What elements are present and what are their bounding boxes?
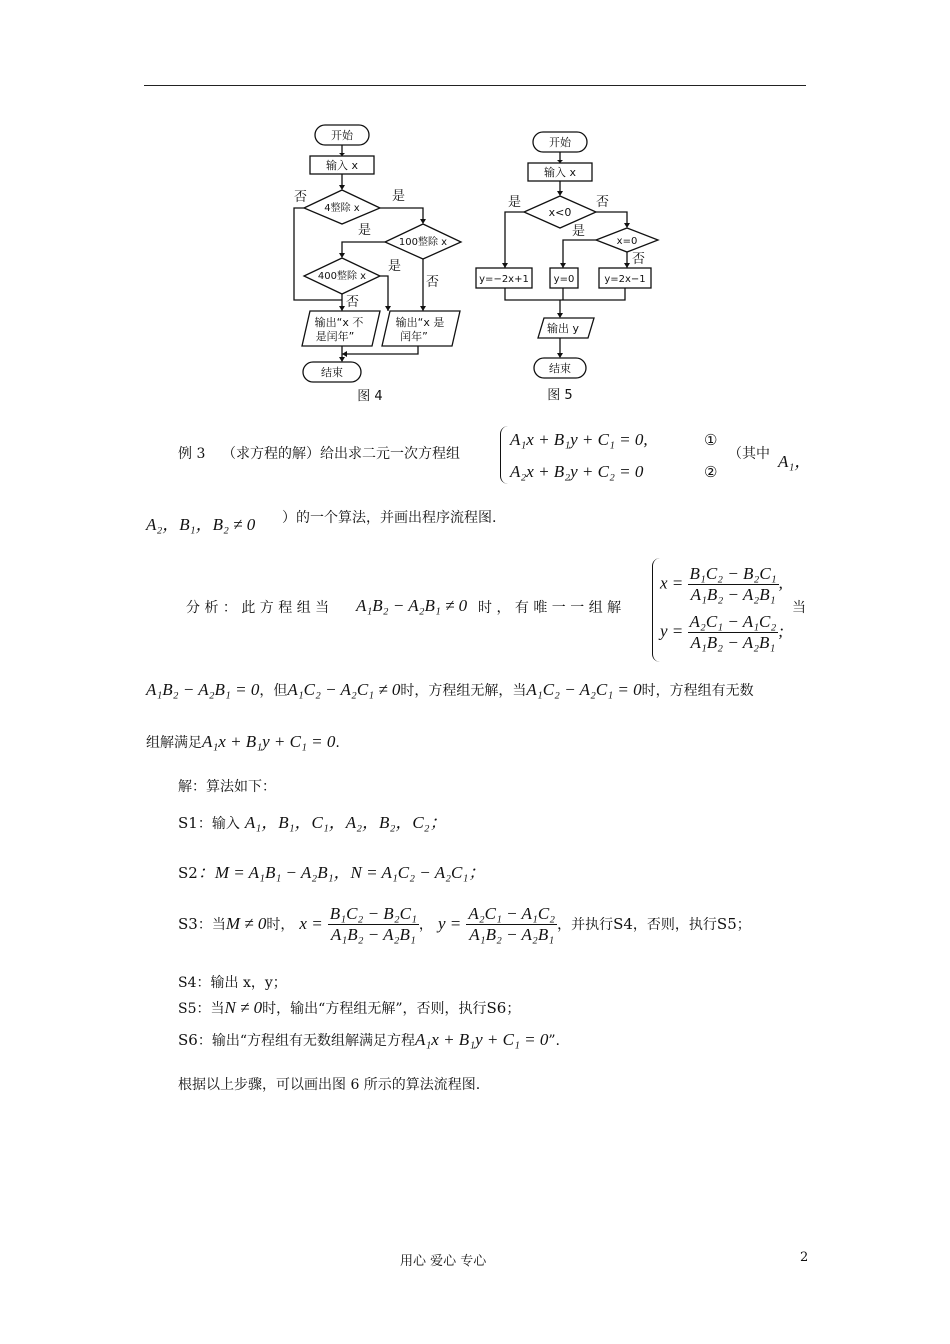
fig5-no-label-2: 否: [632, 252, 646, 267]
step-s6: [178, 1030, 560, 1050]
s3-s4: S4: [613, 915, 633, 933]
s6-eq: A₁x + B₁y + C₁ = 0: [415, 1030, 549, 1049]
solution-x: [660, 564, 783, 605]
s1-text: ：输入: [197, 816, 240, 832]
s5-s6: S6: [486, 999, 507, 1017]
fig5-yes-label-1: 是: [508, 195, 522, 210]
fig5-start-text: 开始: [549, 136, 571, 149]
example-label: 例 3: [178, 446, 206, 462]
analysis-line2: [146, 680, 754, 700]
fig5-yes-label-2: 是: [572, 224, 586, 239]
analysis-line2-f: 时，方程组有无数: [641, 683, 754, 699]
condition-a1: A₁，: [778, 452, 812, 471]
system-brace: [500, 426, 509, 484]
s3-x-den: A₁B₂ − A₂B₁: [330, 925, 416, 944]
fig4-d2-text: 100整除 x: [398, 237, 448, 248]
fig4-out2-line2: 闰年”: [400, 330, 428, 343]
equation-2-mark: ②: [704, 463, 718, 481]
fig4-caption: 图 4: [357, 389, 383, 404]
flowchart-figure-5: [470, 120, 670, 408]
header-rule: [144, 85, 806, 86]
equation-1: A₁x + B₁y + C₁ = 0,: [510, 430, 648, 449]
step-s1: [178, 808, 447, 833]
analysis-prefix: 分 析 ： 此 方 程 组 当: [186, 600, 330, 616]
analysis-condition: A₁B₂ − A₂B₁ ≠ 0: [356, 596, 468, 615]
s3-d: ，并执行: [557, 917, 614, 933]
fig5-output-text: 输出 y: [546, 322, 580, 335]
s1-label: S1: [178, 814, 198, 832]
fig5-no-label-1: 否: [596, 195, 610, 210]
condition-prefix: （其中: [728, 446, 770, 462]
fig4-d1-text: 4整除 x: [324, 203, 360, 214]
solution-y-den: A₁B₂ − A₂B₁: [690, 633, 776, 652]
s3-x: x =: [299, 914, 323, 933]
solution-x-den: A₁B₂ − A₂B₁: [690, 585, 776, 604]
conclusion: 根据以上步骤，可以画出图 6 所示的算法流程图.: [178, 1077, 481, 1093]
s3-a: ：当: [197, 917, 226, 933]
fig4-yes-label-3: 是: [388, 259, 402, 274]
s3-x-num: B₁C₂ − B₂C₁: [329, 904, 417, 923]
fig4-no-label-3: 否: [346, 295, 360, 310]
fig4-d3-text: 400整除 x: [317, 271, 367, 282]
fig4-out2-line1: 输出“x 是: [395, 316, 445, 329]
fig4-input-text: 输入 x: [325, 159, 359, 172]
solution-y-lhs: y =: [660, 621, 684, 641]
s5-b: 时，输出“方程组无解”，否则，执行: [262, 1001, 487, 1017]
equation-2: A₂x + B₂y + C₂ = 0: [510, 462, 644, 481]
s3-f: ；: [736, 917, 751, 933]
fig4-end-text: 结束: [321, 366, 343, 379]
fig5-input-text: 输入 x: [543, 166, 577, 179]
s3-label: S3: [178, 915, 198, 933]
analysis-mid: 时 ， 有 唯 一 一 组 解: [478, 600, 622, 616]
solution-y-tail: ;: [778, 621, 784, 641]
s6-text: ：输出“方程组有无数组解满足方程: [197, 1033, 415, 1049]
fig5-box3-text: y=2x−1: [604, 274, 646, 285]
solution-y: [660, 612, 784, 653]
s6-end: ”.: [548, 1033, 560, 1049]
solution-y-num: A₂C₁ − A₁C₂: [689, 612, 777, 631]
analysis-line3-a: 组解满足: [146, 735, 202, 751]
step-s2: [178, 858, 485, 883]
example-title: （求方程的解）给出求二元一次方程组: [222, 446, 460, 462]
page-number: 2: [800, 1250, 809, 1265]
s3-s5: S5: [716, 915, 737, 933]
analysis-line2-e: A₁C₂ − A₂C₁ = 0: [526, 680, 642, 699]
condition-line2: A₂，B₁，B₂ ≠ 0: [146, 515, 256, 534]
fig4-yes-label-1: 是: [392, 189, 406, 204]
analysis-line3-c: .: [335, 735, 340, 751]
analysis-line2-c: A₁C₂ − A₂C₁ ≠ 0: [287, 680, 401, 699]
solution-heading: 解：算法如下：: [178, 779, 276, 795]
s3-y-num: A₂C₁ − A₁C₂: [468, 904, 556, 923]
fig4-out1-line2: 是闰年”: [315, 330, 355, 343]
s3-e: ，否则，执行: [632, 917, 717, 933]
analysis-line3-b: A₁x + B₁y + C₁ = 0: [202, 732, 336, 751]
analysis-line2-b: ，但: [259, 683, 288, 699]
s3-y: y =: [437, 914, 462, 933]
step-s3: [178, 904, 751, 945]
fig5-box2-text: y=0: [553, 274, 575, 285]
analysis-line3: [146, 732, 340, 752]
s5-a: S5：当: [178, 1001, 225, 1017]
s5-c: ；: [506, 1001, 521, 1017]
fig4-no-label-1: 否: [294, 190, 308, 205]
s2-vars: ：M = A₁B₁ − A₂B₁，N = A₁C₂ − A₂C₁；: [197, 863, 486, 882]
fig5-box1-text: y=−2x+1: [479, 274, 529, 285]
s6-label: S6: [178, 1031, 198, 1049]
solution-x-tail: ,: [778, 573, 783, 593]
s5-cond: N ≠ 0: [224, 998, 263, 1017]
flowchart-figure-4: [280, 118, 480, 408]
analysis-dang: 当: [792, 600, 806, 616]
solution-x-lhs: x =: [660, 573, 684, 593]
s3-c: ，: [418, 917, 433, 933]
s2-label: S2: [178, 864, 198, 882]
solution-x-num: B₁C₂ − B₂C₁: [689, 564, 777, 583]
s3-cond: M ≠ 0: [225, 914, 267, 933]
fig4-no-label-2: 否: [426, 275, 440, 290]
fig5-d2-text: x=0: [616, 236, 638, 247]
fig5-caption: 图 5: [547, 388, 573, 403]
s1-vars: A₁，B₁，C₁，A₂，B₂，C₂；: [244, 813, 447, 832]
step-s4: S4：输出 x，y；: [178, 975, 287, 991]
step-s5: [178, 998, 520, 1018]
fig5-d1-text: x<0: [548, 206, 572, 219]
fig4-start-text: 开始: [331, 129, 353, 142]
condition-suffix: ）的一个算法，并画出程序流程图.: [282, 510, 497, 526]
s3-b: 时，: [266, 917, 295, 933]
footer-motto: 用心 爱心 专心: [400, 1254, 487, 1269]
fig5-end-text: 结束: [549, 362, 571, 375]
fig4-yes-label-2: 是: [358, 223, 372, 238]
s3-y-den: A₁B₂ − A₂B₁: [469, 925, 555, 944]
equation-1-mark: ①: [704, 431, 718, 449]
analysis-line2-d: 时，方程组无解，当: [400, 683, 527, 699]
fig4-out1-line1: 输出“x 不: [314, 316, 364, 329]
analysis-line2-a: A₁B₂ − A₂B₁ = 0: [146, 680, 260, 699]
